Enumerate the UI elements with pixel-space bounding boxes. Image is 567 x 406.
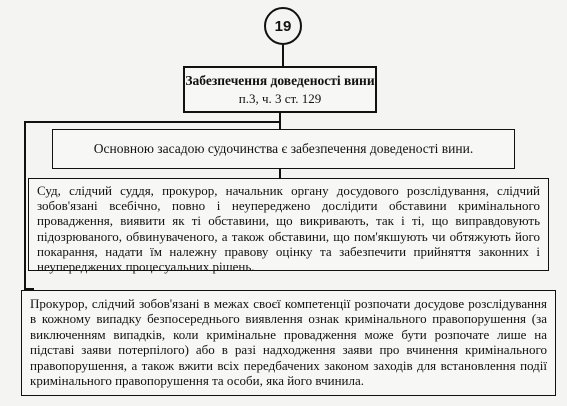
connector-line xyxy=(24,121,26,290)
connector-line xyxy=(24,121,280,123)
principle-box xyxy=(52,129,515,169)
duty-prosecutor-box xyxy=(21,290,556,396)
principle-text: Основною засадою судочинства є забезпечення доведеності вини. xyxy=(93,141,474,156)
duty-prosecutor-text: Прокурор, слідчий зобов'язані в межах своєї компетенції розпочати досудове розслідування в кожному випадку безпосереднього виявлення ознак кримінального правопорушення (за виключенням випадків, коли кримінальне провадження може бути розпочате лише на підставі заяви потерпілого) або в разі надходження заяви про вчинення кримінального правопорушення, а також вжити всіх передбачених законом заходів для встановлення події кримінального правопорушення та особи, яка його вчинила. xyxy=(30,296,547,389)
page-number-badge xyxy=(264,7,302,45)
duty-all-text: Суд, слідчий суддя, прокурор, начальник органу досудового розслідування, слідчий зобов'язані всебічно, повно і неупереджено дослідити обставини кримінального провадження, виявити як ті обставини, що викривають, так і ті, що виправдовують підозрюваного, обвинуваченого, а також обставини, що пом'якшують чи обтяжують його покарання, надати їм належну правову оцінку та забезпечити прийняття законних і неупереджених процесуальних рішень. xyxy=(37,183,540,275)
connector-line xyxy=(282,45,284,66)
title-box xyxy=(183,66,377,113)
page-number: 19 xyxy=(274,17,292,35)
title-main: Забезпечення доведеності вини xyxy=(185,73,375,88)
connector-line xyxy=(279,169,281,178)
duty-all-box xyxy=(28,178,549,275)
title-reference: п.3, ч. 3 ст. 129 xyxy=(238,91,322,106)
